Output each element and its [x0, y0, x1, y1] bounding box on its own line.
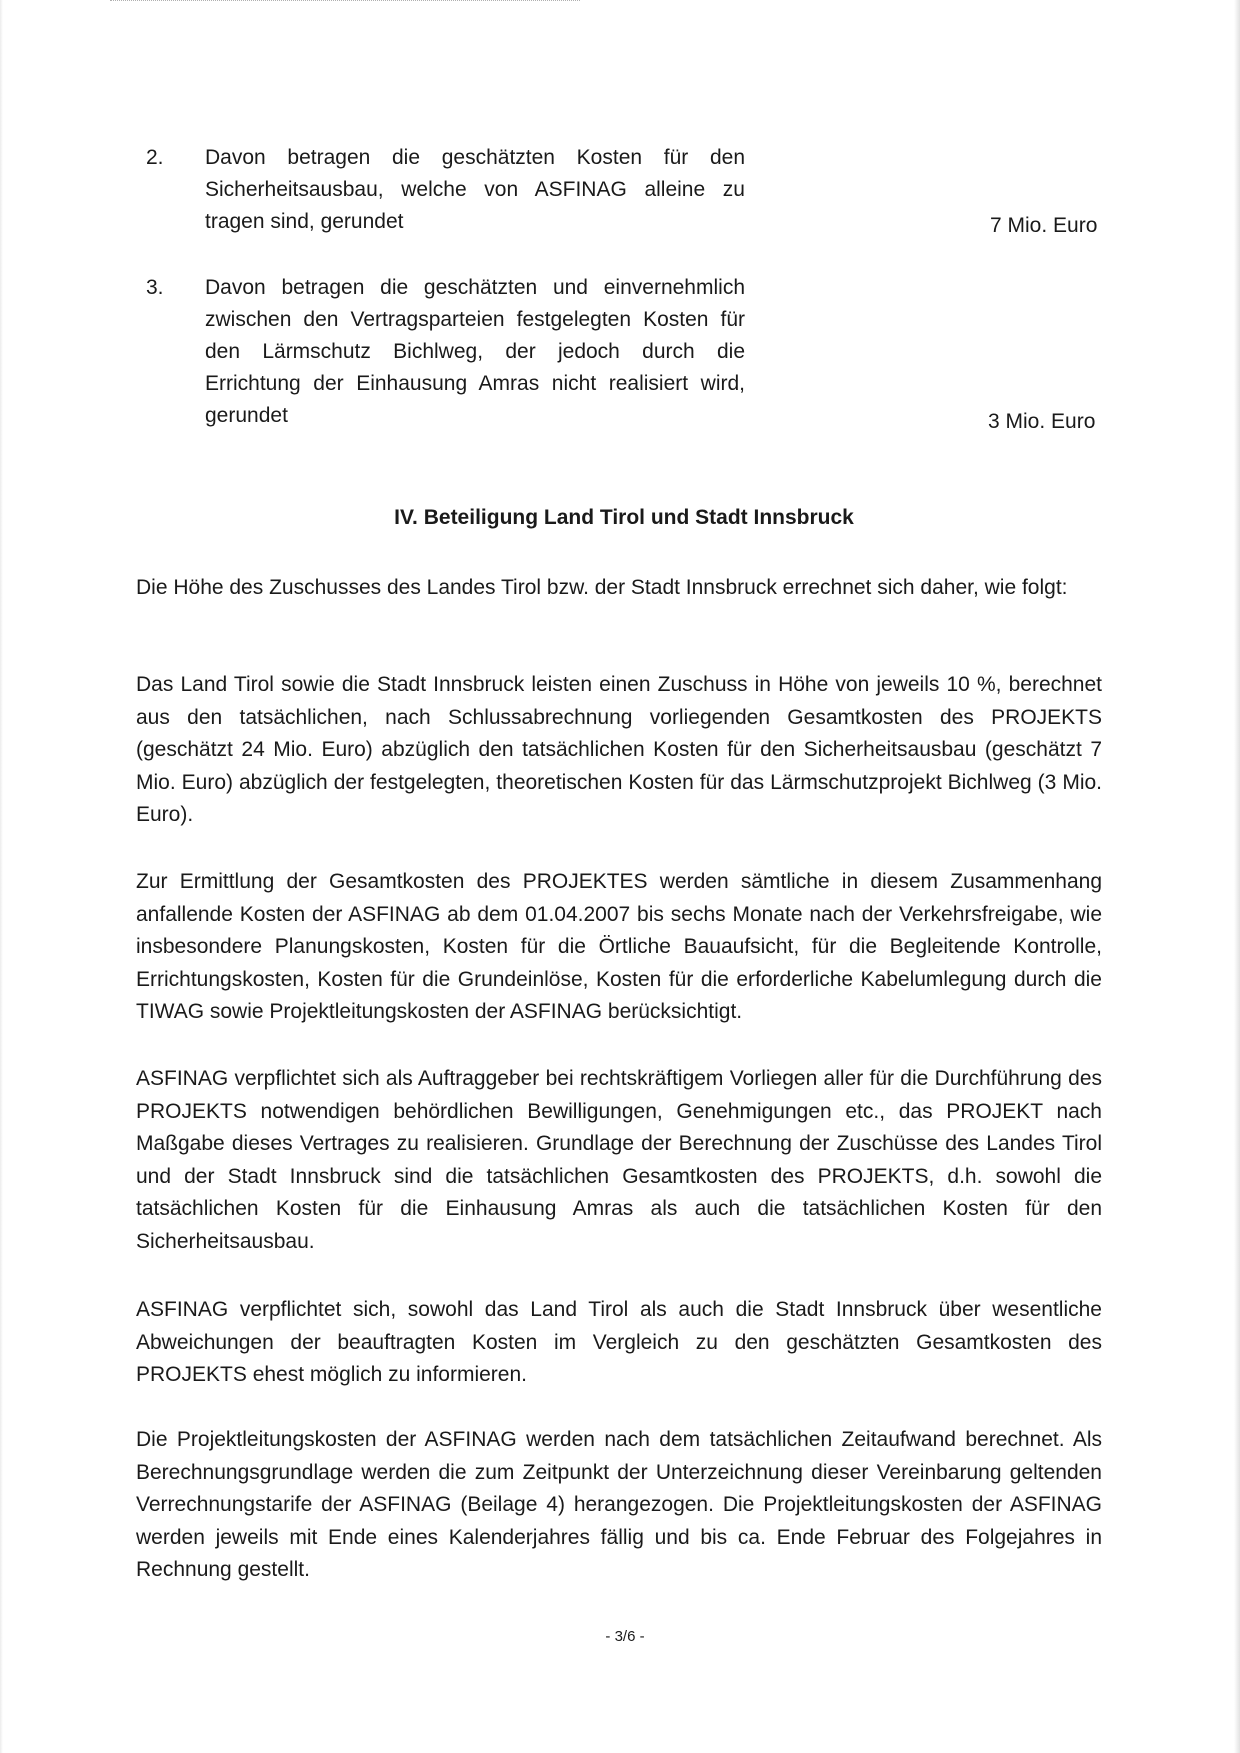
- paragraph: ASFINAG verpflichtet sich als Auftraggeber bei rechtskräftigem Vorliegen aller für die Durchführung des PROJEKTS notwendigen behördlichen Bewilligungen, Genehmigungen etc., das PROJEKT nach Maßgabe dieses Vertrages zu realisieren. Grundlage der Berechnung der Zuschüsse des Landes Tirol und der Stadt Innsbruck sind die tatsächlichen Gesamtkosten des PROJEKTS, d.h. sowohl die tatsächlichen Kosten für die Einhausung Amras als auch die tatsächlichen Kosten für den Sicherheitsausbau.: [136, 1067, 1102, 1253]
- list-item: [146, 272, 1106, 442]
- list-item-amount: 7 Mio. Euro: [990, 214, 1098, 237]
- list-item-number: 3.: [146, 276, 164, 299]
- list-item-number: 2.: [146, 146, 164, 169]
- list-item-amount: 3 Mio. Euro: [988, 410, 1096, 433]
- list-item-text: Davon betragen die geschätzten und einvernehmlich zwischen den Vertragsparteien festgelegten Kosten für den Lärmschutz Bichlweg, der jedoch durch die Errichtung der Einhausung Amras nicht realisiert wird, gerundet: [205, 276, 745, 427]
- list-item-text: Davon betragen die geschätzten Kosten für den Sicherheitsausbau, welche von ASFINAG alleine zu tragen sind, gerundet: [205, 146, 745, 233]
- page-number: - 3/6 -: [605, 1628, 645, 1645]
- paragraph: Das Land Tirol sowie die Stadt Innsbruck leisten einen Zuschuss in Höhe von jeweils 10 %, berechnet aus den tatsächlichen, nach Schlussabrechnung vorliegenden Gesamtkosten des PROJEKTS (geschätzt 24 Mio. Euro) abzüglich den tatsächlichen Kosten für den Sicherheitsausbau (geschätzt 7 Mio. Euro) abzüglich der festgelegten, theoretischen Kosten für das Lärmschutzprojekt Bichlweg (3 Mio. Euro).: [136, 673, 1102, 826]
- paragraph: Die Höhe des Zuschusses des Landes Tirol bzw. der Stadt Innsbruck errechnet sich daher, wie folgt:: [136, 576, 1068, 599]
- list-item: [146, 142, 1106, 242]
- scan-top-marks: [110, 0, 580, 7]
- scan-edge-right: [1234, 0, 1240, 1753]
- section-heading: IV. Beteiligung Land Tirol und Stadt Innsbruck: [394, 506, 854, 529]
- scan-edge-left: [0, 0, 3, 1753]
- paragraph: Die Projektleitungskosten der ASFINAG werden nach dem tatsächlichen Zeitaufwand berechnet. Als Berechnungsgrundlage werden die zum Zeitpunkt der Unterzeichnung dieser Vereinbarung geltenden Verrechnungstarife der ASFINAG (Beilage 4) herangezogen. Die Projektleitungskosten der ASFINAG werden jeweils mit Ende eines Kalenderjahres fällig und bis ca. Ende Februar des Folgejahres in Rechnung gestellt.: [136, 1428, 1102, 1581]
- paragraph: ASFINAG verpflichtet sich, sowohl das Land Tirol als auch die Stadt Innsbruck über wesentliche Abweichungen der beauftragten Kosten im Vergleich zu den geschätzten Gesamtkosten des PROJEKTS ehest möglich zu informieren.: [136, 1298, 1102, 1386]
- paragraph: Zur Ermittlung der Gesamtkosten des PROJEKTES werden sämtliche in diesem Zusammenhang anfallende Kosten der ASFINAG ab dem 01.04.2007 bis sechs Monate nach der Verkehrsfreigabe, wie insbesondere Planungskosten, Kosten für die Örtliche Bauaufsicht, für die Begleitende Kontrolle, Errichtungskosten, Kosten für die Grundeinlöse, Kosten für die erforderliche Kabelumlegung durch die TIWAG sowie Projektleitungskosten der ASFINAG berücksichtigt.: [136, 870, 1102, 1023]
